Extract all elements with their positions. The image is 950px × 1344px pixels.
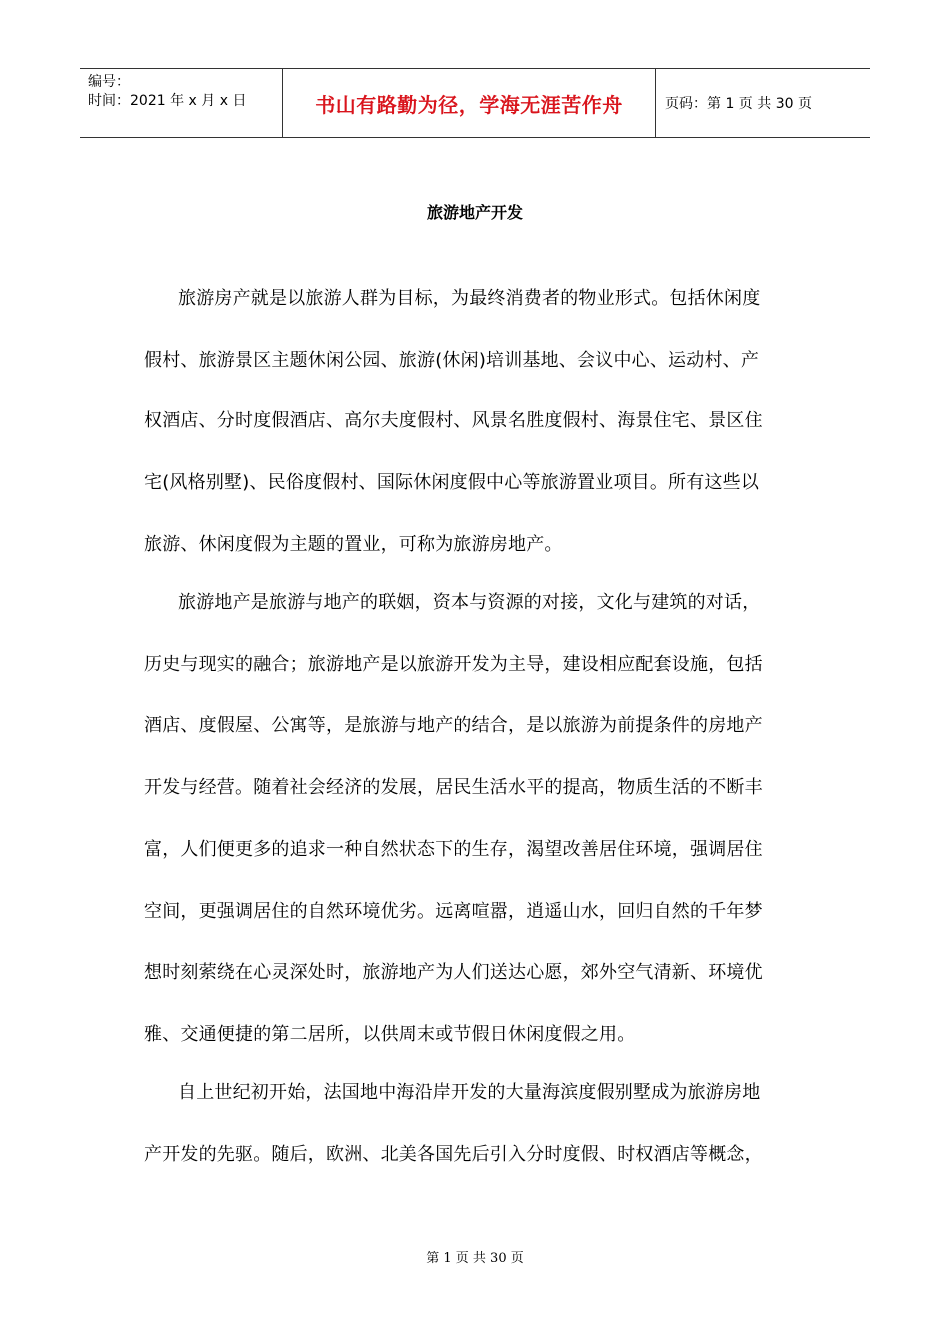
body-line: 富，人们便更多的追求一种自然状态下的生存，渴望改善居住环境，强调居住 <box>144 839 763 860</box>
header-meta <box>88 73 283 111</box>
body-line: 旅游地产是旅游与地产的联姻，资本与资源的对接，文化与建筑的对话， <box>178 592 761 613</box>
header-page-info: 页码：第 1 页 共 30 页 <box>665 96 812 112</box>
body-line: 权酒店、分时度假酒店、高尔夫度假村、风景名胜度假村、海景住宅、景区住 <box>144 410 763 431</box>
body-line: 假村、旅游景区主题休闲公园、旅游(休闲)培训基地、会议中心、运动村、产 <box>144 350 760 371</box>
body-line: 开发与经营。随着社会经济的发展，居民生活水平的提高，物质生活的不断丰 <box>144 777 763 798</box>
number-label: 编号： <box>88 74 130 90</box>
time-label: 时间：2021 年 x 月 x 日 <box>88 93 247 109</box>
body-line: 旅游房产就是以旅游人群为目标，为最终消费者的物业形式。包括休闲度 <box>178 288 761 309</box>
document-header <box>80 68 870 138</box>
document-title: 旅游地产开发 <box>426 203 523 222</box>
body-line: 历史与现实的融合；旅游地产是以旅游开发为主导，建设相应配套设施，包括 <box>144 654 763 675</box>
body-line: 产开发的先驱。随后，欧洲、北美各国先后引入分时度假、时权酒店等概念， <box>144 1144 763 1165</box>
body-line: 空间，更强调居住的自然环境优劣。远离喧嚣，逍遥山水，回归自然的千年梦 <box>144 901 763 922</box>
body-line: 酒店、度假屋、公寓等，是旅游与地产的结合，是以旅游为前提条件的房地产 <box>144 715 763 736</box>
header-motto: 书山有路勤为径，学海无涯苦作舟 <box>282 69 656 137</box>
body-line: 雅、交通便捷的第二居所，以供周末或节假日休闲度假之用。 <box>144 1024 636 1045</box>
body-line: 旅游、休闲度假为主题的置业，可称为旅游房地产。 <box>144 534 563 555</box>
body-line: 宅(风格别墅)、民俗度假村、国际休闲度假中心等旅游置业项目。所有这些以 <box>144 472 760 493</box>
body-line: 想时刻萦绕在心灵深处时，旅游地产为人们送达心愿，郊外空气清新、环境优 <box>144 962 763 983</box>
body-line: 自上世纪初开始，法国地中海沿岸开发的大量海滨度假别墅成为旅游房地 <box>178 1082 761 1103</box>
page-footer: 第 1 页 共 30 页 <box>426 1251 524 1266</box>
